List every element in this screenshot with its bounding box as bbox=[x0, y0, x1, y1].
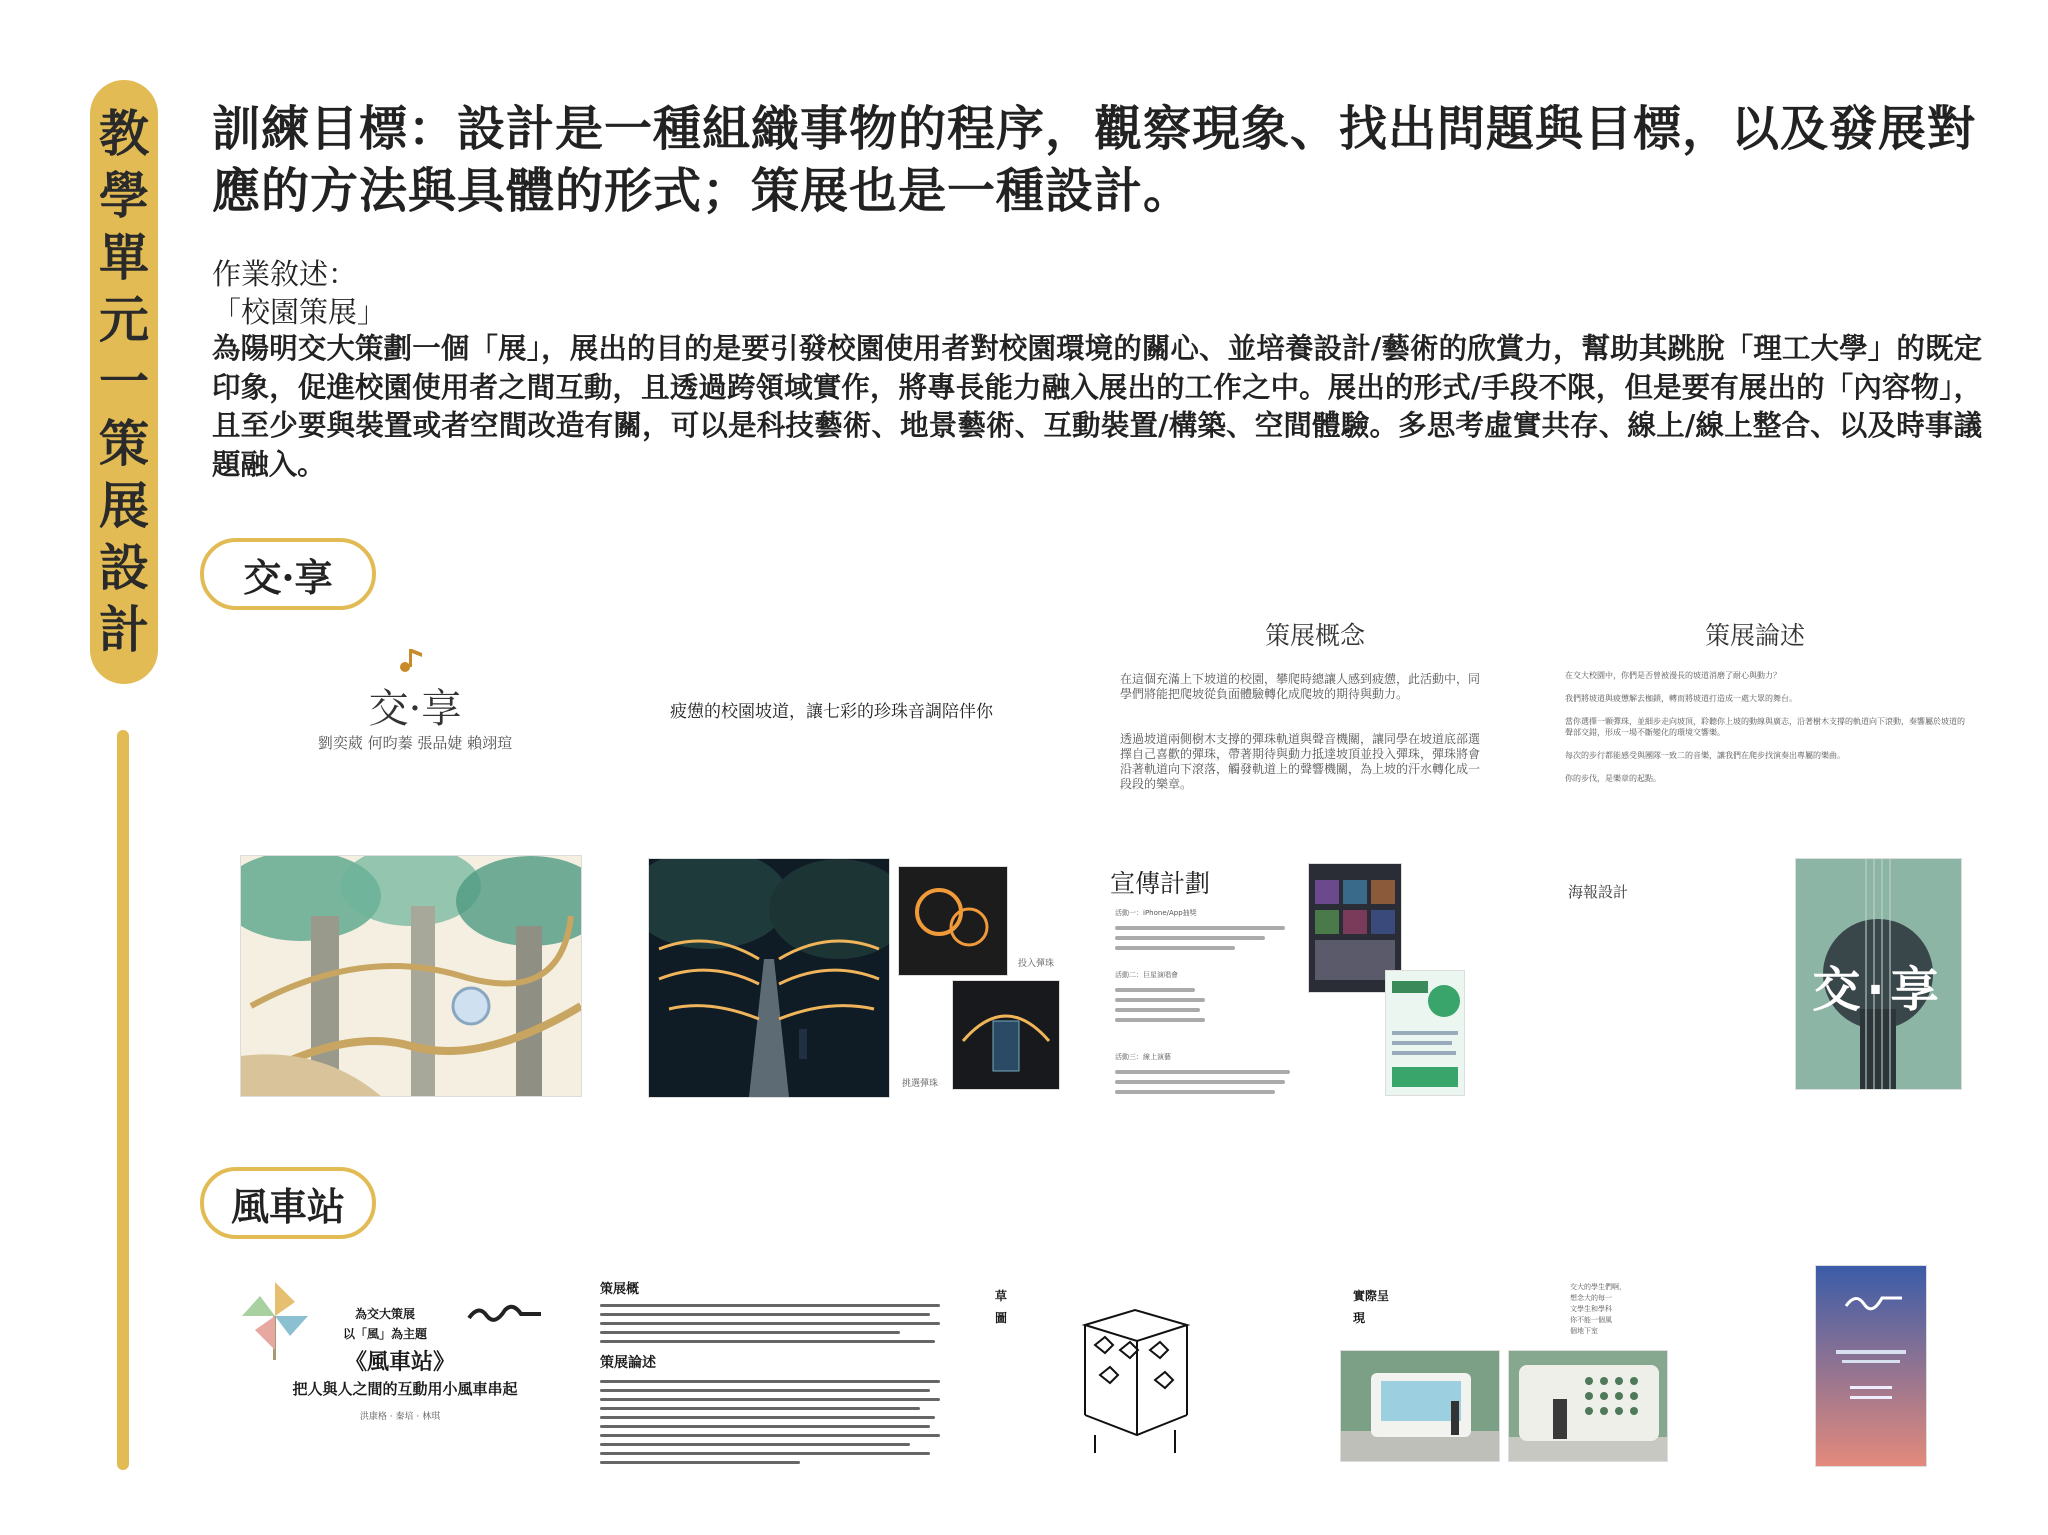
promo-title: 宣傳計劃 bbox=[1110, 869, 1211, 898]
poster-title: 交·享 bbox=[1812, 962, 1945, 1018]
unit-char: 單 bbox=[99, 228, 149, 287]
bus-stop-photo-2 bbox=[1508, 1350, 1668, 1462]
discussion-line: 當你選擇一顆彈珠，並細步走向坡頂，聆聽你上坡的動線與廣志，沿著樹木支撐的軌道向下滾動，奏響屬於坡道的聲部交錯，形成一場不斷變化的環境交響樂。 bbox=[1565, 717, 1965, 737]
promo-item: 活動三：線上演藝 bbox=[1115, 1053, 1171, 1061]
project2-discussion-title: 策展論述 bbox=[600, 1355, 656, 1371]
project-tag-jiaoxiang: 交·享 bbox=[200, 538, 376, 610]
project2-intro-1: 為交大策展 bbox=[354, 1307, 415, 1321]
marble-device-photo bbox=[898, 866, 1008, 976]
project2-subtitle: 把人與人之間的互動用小風車串起 bbox=[292, 1380, 518, 1398]
page-title: 訓練目標：設計是一種組織事物的程序，觀察現象、找出問題與目標，以及發展對應的方法與具體的形式；策展也是一種設計。 bbox=[212, 101, 1977, 219]
concept-title: 策展概念 bbox=[1264, 621, 1365, 650]
unit-char: 計 bbox=[99, 600, 149, 659]
promo-item: 活動一：iPhone/App抽獎 bbox=[1115, 909, 1197, 917]
marble-station-photo bbox=[952, 980, 1060, 1090]
assignment-description: 為陽明交大策劃一個「展」，展出的目的是要引發校園使用者對校園環境的關心、並培養設計/藝術的欣賞力，幫助其跳脫「理工大學」的既定印象，促進校園使用者之間互動，且透過跨領域實作，將專長能力融入展出的工作之中。展出的形式/手段不限，但是要有展出的「內容物」，且至少要與裝置或者空間改造有關，可以是科技藝術、地景藝術、互動裝置/構築、空間體驗。多思考虛實共存、線上/線上整合、以及時事議題融入。 bbox=[212, 332, 1982, 481]
track-illustration bbox=[240, 855, 582, 1097]
project2-intro-2: 以「風」為主題 bbox=[342, 1327, 427, 1341]
label-pick: 挑選彈珠 bbox=[902, 1079, 939, 1089]
project-tag-fengchezhan: 風車站 bbox=[200, 1167, 376, 1239]
quote-line: 文學生和學科 bbox=[1570, 1305, 1612, 1313]
project2-quote bbox=[1570, 1282, 1670, 1337]
project2-title: 《風車站》 bbox=[344, 1350, 455, 1375]
unit-char: 策 bbox=[99, 414, 149, 473]
unit-char: 學 bbox=[99, 166, 149, 225]
sketch-label: 草圖 bbox=[995, 1289, 1008, 1325]
project2-concept-title: 策展概 bbox=[600, 1282, 640, 1297]
poster-label: 海報設計 bbox=[1568, 883, 1629, 901]
assignment-heading: 作業敘述： bbox=[212, 257, 358, 291]
bus-stop-photo-1 bbox=[1340, 1350, 1500, 1462]
project2-members: 洪康格 · 秦培 · 林琪 bbox=[359, 1412, 441, 1422]
reality-label: 實際呈現 bbox=[1353, 1289, 1390, 1325]
poster-jiaoxiang bbox=[1795, 858, 1962, 1090]
project1-tagline: 疲憊的校園坡道，讓七彩的珍珠音調陪伴你 bbox=[670, 702, 993, 722]
discussion-line: 在交大校園中，你們是否曾被漫長的坡道消磨了耐心與動力？ bbox=[1565, 671, 1781, 680]
night-rendering bbox=[648, 858, 890, 1098]
unit-label-pill bbox=[90, 80, 158, 684]
discussion-text bbox=[1565, 670, 1965, 784]
music-note-icon bbox=[395, 645, 425, 675]
pinwheel-icon bbox=[240, 1280, 310, 1360]
project2-concept-text bbox=[600, 1298, 940, 1349]
phone-screen-2 bbox=[1385, 970, 1465, 1096]
quote-line: 想念大的每一 bbox=[1570, 1294, 1612, 1302]
label-throw: 投入彈珠 bbox=[1018, 959, 1055, 969]
unit-char: 設 bbox=[99, 538, 149, 597]
quote-line: 你不能一個風 bbox=[1570, 1316, 1612, 1324]
discussion-title: 策展論述 bbox=[1704, 621, 1805, 650]
discussion-line: 每次的步行都能感受與團隊一致二的音樂，讓我們在爬步找演奏出專屬的樂曲。 bbox=[1565, 751, 1845, 760]
poster-fengchezhan bbox=[1815, 1265, 1927, 1467]
promo-item: 活動二：巨星演唱會 bbox=[1115, 971, 1178, 979]
concept-text-2: 透過坡道兩側樹木支撐的彈珠軌道與聲音機關，讓同學在坡道底部選擇自己喜歡的彈珠，帶著期待與動力抵達坡頂並投入彈珠，彈珠將會沿著軌道向下滾落，觸發軌道上的聲響機關，為上坡的汗水轉化成一段段的樂章。 bbox=[1120, 732, 1481, 791]
discussion-line: 你的步伐，是樂章的起點。 bbox=[1565, 774, 1661, 783]
vertical-divider bbox=[117, 730, 129, 1470]
discussion-line: 我們將坡道與疲憊解去枷鎖，轉而將坡道打造成一處大眾的舞台。 bbox=[1565, 694, 1797, 703]
promo-text-block bbox=[1115, 906, 1305, 1100]
concept-text-1: 在這個充滿上下坡道的校園，攀爬時總讓人感到疲憊，此活動中，同學們將能把爬坡從負面體驗轉化成爬坡的期待與動力。 bbox=[1120, 672, 1481, 701]
wind-logo-icon bbox=[465, 1300, 545, 1330]
sketch-drawing bbox=[1075, 1305, 1195, 1455]
quote-line: 個地下室 bbox=[1570, 1327, 1598, 1335]
project2-discussion-text bbox=[600, 1374, 940, 1470]
project1-logo-title: 交·享 bbox=[368, 686, 462, 732]
assignment-name: 「校園策展」 bbox=[212, 295, 387, 329]
quote-line: 交大的學生們啊， bbox=[1570, 1283, 1626, 1291]
unit-char: 一 bbox=[99, 352, 149, 411]
unit-char: 展 bbox=[99, 476, 149, 535]
project1-members: 劉奕葳 何昀蓁 張品婕 賴翊瑄 bbox=[317, 734, 513, 752]
unit-char: 元 bbox=[99, 290, 149, 349]
unit-char: 教 bbox=[99, 104, 149, 163]
